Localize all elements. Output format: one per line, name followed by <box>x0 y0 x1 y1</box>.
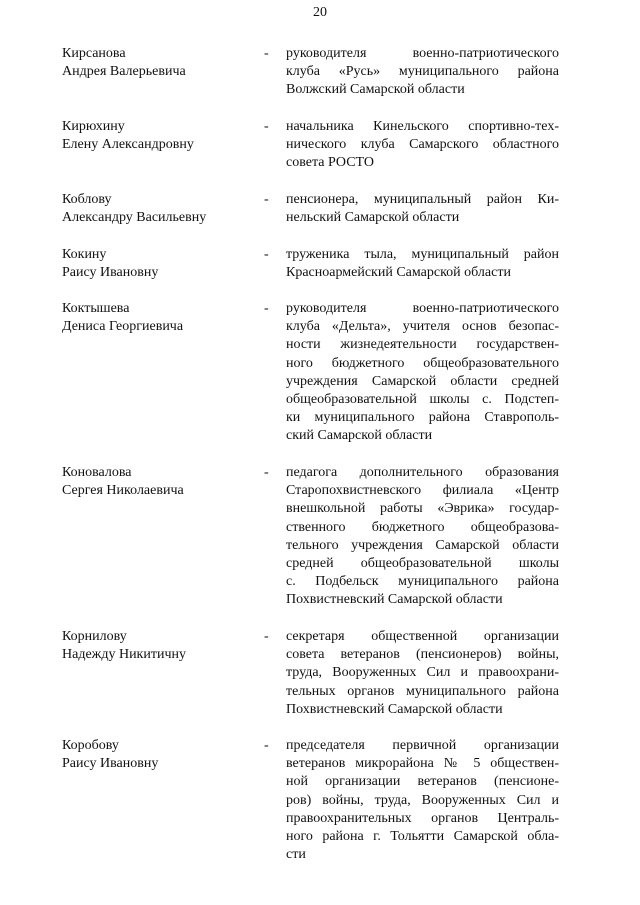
description-line: тельных органов муниципального района <box>286 683 559 699</box>
person-name-line: Коктышева <box>62 301 130 316</box>
position-description <box>286 191 559 227</box>
description-line: Старопохвистневского филиала «Центр <box>286 483 559 499</box>
description-line: труженика тыла, муниципальный район <box>286 247 559 262</box>
description-line: ного бюджетного общеобразовательного <box>286 355 559 371</box>
dash-separator: - <box>264 119 269 134</box>
description-line: с. Подбельск муниципального района <box>286 574 559 590</box>
description-line: сти <box>286 847 306 863</box>
dash-separator: - <box>264 46 269 61</box>
description-line: ров) войны, труда, Вооруженных Сил и <box>286 792 559 808</box>
description-line: ветеранов микрорайона № 5 обществен- <box>286 756 559 772</box>
person-name <box>62 628 262 664</box>
dash-separator: - <box>264 301 269 316</box>
dash-separator: - <box>264 738 269 753</box>
dash-separator: - <box>264 192 269 207</box>
person-name-line: Коновалова <box>62 465 132 480</box>
position-description <box>286 300 559 446</box>
person-name-line: Коблову <box>62 192 112 207</box>
description-line: нельский Самарской области <box>286 210 460 226</box>
person-name-line: Дениса Георгиевича <box>62 319 184 335</box>
description-line: учреждения Самарской области средней <box>286 373 559 389</box>
person-name <box>62 300 262 336</box>
description-line: Похвистневский Самарской области <box>286 701 503 717</box>
description-line: ки муниципального района Ставрополь- <box>286 410 559 426</box>
description-line: пенсионера, муниципальный район Ки- <box>286 192 559 207</box>
description-line: секретаря общественной организации <box>286 629 559 644</box>
person-name-line: Кокину <box>62 247 107 262</box>
person-name <box>62 118 262 154</box>
description-line: внешкольной работы «Эврика» государ- <box>286 501 559 517</box>
person-name-line: Корнилову <box>62 629 127 644</box>
description-line: ности жизнедеятельности государствен- <box>286 337 559 353</box>
person-name <box>62 737 262 773</box>
position-description <box>286 45 559 100</box>
description-line: Красноармейский Самарской области <box>286 265 511 281</box>
person-name-line: Кирсанова <box>62 46 126 61</box>
description-line: нического клуба Самарского областного <box>286 137 559 153</box>
description-line: руководителя военно-патриотического <box>286 301 559 316</box>
description-line: совета ветеранов (пенсионеров) войны, <box>286 647 559 663</box>
person-name-line: Кирюхину <box>62 119 125 134</box>
description-line: ного района г. Тольятти Самарской обла- <box>286 829 559 845</box>
description-line: ственного бюджетного общеобразова- <box>286 519 559 535</box>
description-line: общеобразовательной школы с. Подстеп- <box>286 392 559 408</box>
description-line: руководителя военно-патриотического <box>286 46 559 61</box>
person-name <box>62 246 262 282</box>
person-name-line: Александру Васильевну <box>62 210 207 226</box>
person-name-line: Раису Ивановну <box>62 756 159 772</box>
dash-separator: - <box>264 465 269 480</box>
description-line: ский Самарской области <box>286 428 433 444</box>
person-name-line: Надежду Никитичну <box>62 647 186 663</box>
description-line: труда, Вооруженных Сил и правоохрани- <box>286 665 559 681</box>
description-line: Волжский Самарской области <box>286 82 465 98</box>
position-description <box>286 118 559 173</box>
person-name <box>62 45 262 81</box>
description-line: правоохранительных органов Централь- <box>286 810 559 826</box>
person-name-line: Раису Ивановну <box>62 265 159 281</box>
page-number: 20 <box>313 5 327 20</box>
person-name-line: Коробову <box>62 738 119 753</box>
person-name <box>62 464 262 500</box>
person-name-line: Сергея Николаевича <box>62 483 184 499</box>
description-line: совета РОСТО <box>286 155 375 171</box>
description-line: клуба «Русь» муниципального района <box>286 64 559 80</box>
description-line: начальника Кинельского спортивно-тех- <box>286 119 559 134</box>
position-description <box>286 628 559 719</box>
description-line: Похвистневский Самарской области <box>286 592 503 608</box>
description-line: председателя первичной организации <box>286 738 559 753</box>
description-line: средней общеобразовательной школы <box>286 556 559 572</box>
description-line: педагога дополнительного образования <box>286 465 559 480</box>
position-description <box>286 246 559 282</box>
description-line: тельного учреждения Самарской области <box>286 537 559 553</box>
position-description <box>286 464 559 610</box>
person-name-line: Елену Александровну <box>62 137 194 153</box>
person-name-line: Андрея Валерьевича <box>62 64 186 80</box>
description-line: ной организации ветеранов (пенсионе- <box>286 774 559 790</box>
dash-separator: - <box>264 629 269 644</box>
position-description <box>286 737 559 864</box>
person-name <box>62 191 262 227</box>
dash-separator: - <box>264 247 269 262</box>
description-line: клуба «Дельта», учителя основ безопас- <box>286 319 559 335</box>
